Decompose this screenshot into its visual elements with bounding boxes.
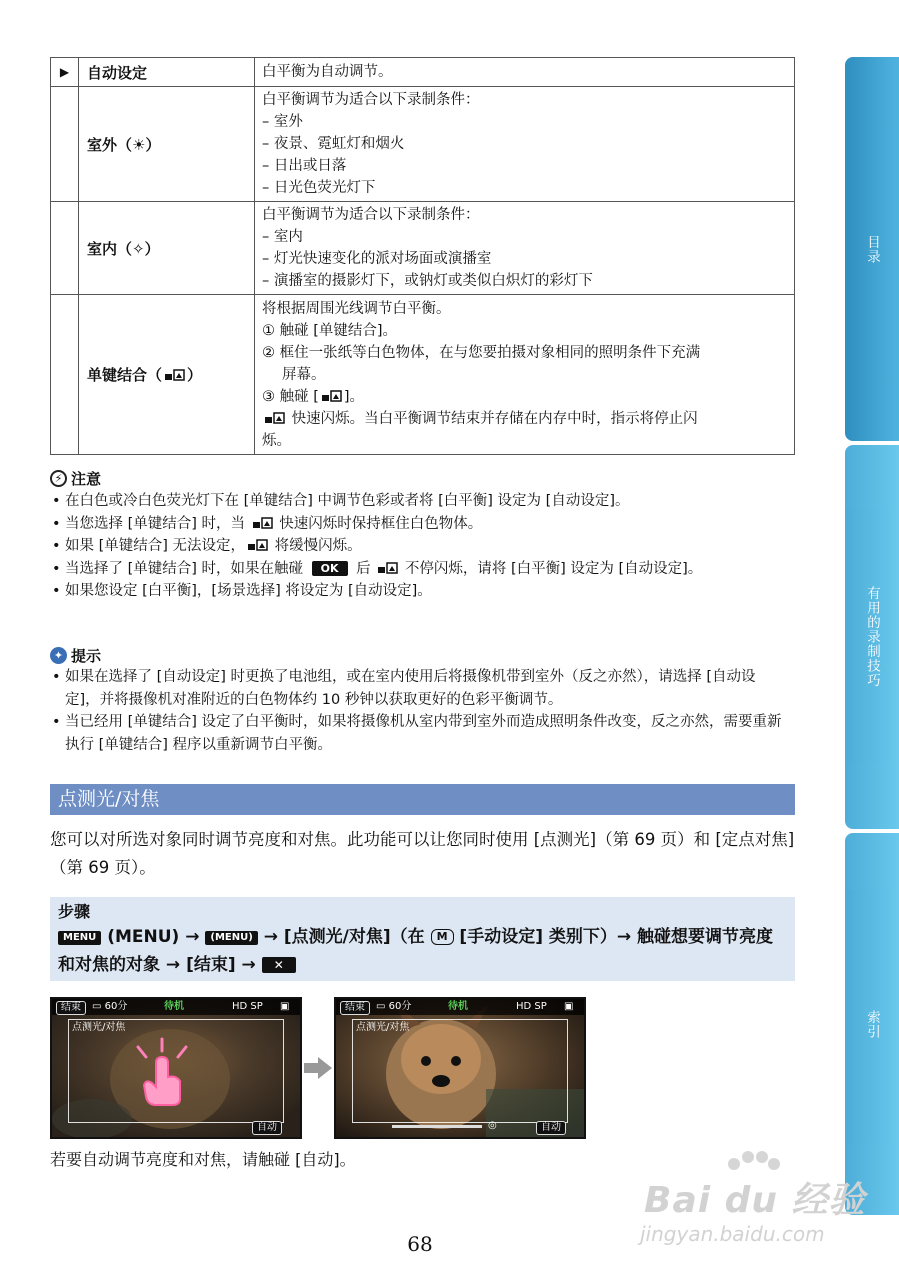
list-item: • 如果在选择了 [自动设定] 时更换了电池组，或在室内使用后将摄像机带到室外（反之亦然），请选择 [自动设定]，并将摄像机对准附近的白色物体约 10 秒钟以获取更好的色彩平衡调节。 (50, 666, 790, 711)
close-button-icon: ✕ (262, 957, 296, 973)
battery-indicator: ▭ 60分 (376, 1001, 412, 1012)
baidu-watermark (636, 1150, 866, 1260)
quality-indicator: HD SP (516, 1001, 547, 1012)
tips-heading: ✦ 提示 (50, 645, 101, 666)
section-intro: 您可以对所选对象同时调节亮度和对焦。此功能可以让您同时使用 [点测光]（第 69 页）和 [定点对焦]（第 69 页）。 (50, 830, 795, 877)
option-desc: 白平衡调节为适合以下录制条件： – 室外 – 夜景、霓虹灯和烟火 – 日出或日落 – 日光色荧光灯下 (255, 87, 795, 202)
battery-icon: ▭ (92, 1001, 102, 1012)
quality-indicator: HD SP (232, 1001, 263, 1012)
manual-settings-icon: M (431, 929, 454, 945)
watermark-text: Bai du 经验 (644, 1180, 866, 1221)
steps-box (50, 897, 795, 981)
list-item: • 在白色或冷白色荧光灯下在 [单键结合] 中调节色彩或者将 [白平衡] 设定为 [自动设定]。 (50, 490, 790, 513)
lightbulb-icon: ✦ (50, 647, 67, 664)
option-name: 单键结合（ ） (79, 295, 255, 455)
option-name: 室外（☀） (79, 87, 255, 202)
list-item: • 如果您设定 [白平衡]，[场景选择] 将设定为 [自动设定]。 (50, 580, 790, 603)
section-title: 点测光/对焦 (50, 784, 795, 815)
mode-label: 点测光/对焦 (72, 1022, 126, 1033)
list-item: • 如果 [单键结合] 无法设定， 将缓慢闪烁。 (50, 535, 790, 558)
watermark-url: jingyan.baidu.com (640, 1222, 825, 1246)
list-item: • 当您选择 [单键结合] 时，当 快速闪烁时保持框住白色物体。 (50, 513, 790, 536)
battery-indicator: ▭ 60分 (92, 1001, 128, 1012)
caution-icon: ⚡ (50, 470, 67, 487)
steps-title: 步骤 (58, 902, 91, 921)
exposure-slider[interactable] (392, 1125, 482, 1128)
table-row (51, 87, 795, 202)
touch-finger-icon (132, 1037, 192, 1107)
end-button[interactable]: 结束 (56, 1001, 86, 1015)
one-push-wb-icon (164, 368, 185, 381)
table-row (51, 295, 795, 455)
standby-status: 待机 (448, 1001, 468, 1012)
end-button[interactable]: 结束 (340, 1001, 370, 1015)
one-push-wb-icon (264, 411, 285, 424)
list-item: • 当已经用 [单键结合] 设定了白平衡时，如果将摄像机从室内带到室外而造成照明条件改变，反之亦然，需要重新执行 [单键结合] 程序以重新调节白平衡。 (50, 711, 790, 756)
one-push-wb-icon (247, 538, 268, 551)
option-name: 自动设定 (79, 58, 255, 87)
camera-screen-after (334, 997, 586, 1139)
standby-status: 待机 (164, 1001, 184, 1012)
media-icon: ▣ (280, 1001, 290, 1012)
media-icon: ▣ (564, 1001, 574, 1012)
tab-contents[interactable]: 目录 (845, 57, 899, 441)
list-item: • 当选择了 [单键结合] 时，如果在触碰 OK 后 不停闪烁，请将 [白平衡] 设定为 [自动设定]。 (50, 558, 790, 581)
steps-body: MENU (MENU) → (MENU) → [点测光/对焦]（在 M [手动设定] 类别下）→ 触碰想要调节亮度和对焦的对象 → [结束] → ✕ (58, 927, 774, 975)
focus-icon: ◎ (488, 1120, 497, 1131)
option-desc: 将根据周围光线调节白平衡。 ① 触碰 [单键结合]。 ② 框住一张纸等白色物体，在与您要拍摄对象相同的照明条件下充满 屏幕。 ③ 触碰 [ ]。 快速闪烁。当白平衡调节结束并存储在内存中时，指示将停止闪 烁。 (255, 295, 795, 455)
table-row (51, 202, 795, 295)
mode-label: 点测光/对焦 (356, 1022, 410, 1033)
menu-button-icon: MENU (58, 931, 101, 945)
table-row (51, 58, 795, 87)
notes-list (50, 490, 790, 603)
tab-index[interactable]: 索引 (845, 833, 899, 1215)
option-desc: 白平衡为自动调节。 (255, 58, 795, 87)
one-push-wb-icon (252, 516, 273, 529)
battery-icon: ▭ (376, 1001, 386, 1012)
page-number: 68 (407, 1232, 433, 1256)
tab-recording-tips[interactable]: 有用的录制技巧 (845, 445, 899, 829)
one-push-wb-icon (377, 561, 398, 574)
option-name: 室内（✧） (79, 202, 255, 295)
auto-caption: 若要自动调节亮度和对焦，请触碰 [自动]。 (50, 1150, 356, 1169)
ok-button-icon: OK (312, 561, 348, 576)
notes-heading: ⚡ 注意 (50, 468, 101, 489)
auto-button[interactable]: 自动 (252, 1121, 282, 1135)
selected-marker: ▶ (51, 58, 79, 87)
white-balance-table (50, 57, 795, 455)
tips-list (50, 666, 790, 756)
auto-button[interactable]: 自动 (536, 1121, 566, 1135)
one-push-wb-icon (321, 389, 342, 402)
menu-tab-icon: (MENU) (205, 931, 257, 945)
camera-screen-before (50, 997, 302, 1139)
arrow-right-icon (304, 1057, 332, 1079)
option-desc: 白平衡调节为适合以下录制条件： – 室内 – 灯光快速变化的派对场面或演播室 – 演播室的摄影灯下，或钠灯或类似白炽灯的彩灯下 (255, 202, 795, 295)
